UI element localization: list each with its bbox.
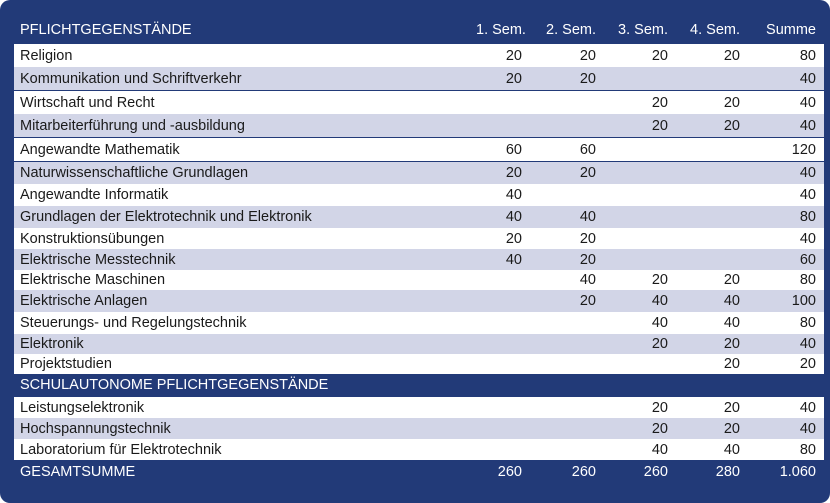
table-row bbox=[14, 354, 824, 374]
sem4-value: 40 bbox=[723, 441, 740, 458]
subject-name: Konstruktionsübungen bbox=[20, 230, 165, 247]
sem2-value: 40 bbox=[579, 209, 596, 225]
autonomous-header-row bbox=[14, 374, 824, 396]
sem2-value: 40 bbox=[579, 272, 596, 288]
subject-name: Elektrische Messtechnik bbox=[20, 251, 176, 268]
sum-value: 40 bbox=[799, 117, 816, 134]
total-row bbox=[14, 461, 824, 483]
table-row bbox=[14, 439, 824, 460]
total-sum: 1.060 bbox=[779, 464, 816, 480]
subject-name: Grundlagen der Elektrotechnik und Elektronik bbox=[20, 209, 312, 225]
subject-name: Elektrische Maschinen bbox=[20, 272, 166, 288]
sum-value: 80 bbox=[799, 272, 816, 288]
sem4-value: 20 bbox=[723, 420, 740, 437]
sem3-value: 20 bbox=[651, 272, 668, 288]
sem1-value: 20 bbox=[505, 47, 522, 64]
table-row bbox=[14, 270, 824, 290]
sem4-value: 20 bbox=[723, 94, 740, 111]
sem1-value: 60 bbox=[505, 141, 522, 158]
sem4-value: 40 bbox=[723, 315, 740, 331]
total-sem3: 260 bbox=[643, 464, 668, 480]
sem4-value: 20 bbox=[723, 47, 740, 64]
subject-name: Wirtschaft und Recht bbox=[20, 94, 155, 111]
subject-name: Mitarbeiterführung und -ausbildung bbox=[20, 117, 245, 134]
table-row bbox=[14, 249, 824, 270]
sem4-value: 20 bbox=[723, 117, 740, 134]
table-row bbox=[14, 138, 824, 161]
subject-name: Laboratorium für Elektrotechnik bbox=[20, 441, 222, 458]
sem3-value: 20 bbox=[651, 336, 668, 352]
sem1-value: 20 bbox=[505, 165, 522, 181]
header-sem2: 2. Sem. bbox=[546, 22, 596, 38]
table-row bbox=[14, 312, 824, 334]
sem2-value: 20 bbox=[579, 230, 596, 247]
header-sem4: 4. Sem. bbox=[690, 22, 740, 38]
sem3-value: 20 bbox=[651, 399, 668, 416]
sem2-value: 20 bbox=[579, 47, 596, 64]
table-row bbox=[14, 114, 824, 137]
sem3-value: 40 bbox=[651, 441, 668, 458]
sem4-value: 20 bbox=[723, 272, 740, 288]
sum-value: 40 bbox=[799, 165, 816, 181]
subject-name: Angewandte Mathematik bbox=[20, 141, 180, 158]
sum-value: 40 bbox=[799, 94, 816, 111]
sum-value: 40 bbox=[799, 336, 816, 352]
subject-name: Projektstudien bbox=[20, 356, 112, 372]
sum-value: 100 bbox=[791, 293, 816, 309]
sem2-value: 20 bbox=[579, 165, 596, 181]
sem1-value: 40 bbox=[505, 209, 522, 225]
sum-value: 80 bbox=[799, 315, 816, 331]
sum-value: 40 bbox=[799, 399, 816, 416]
sum-value: 120 bbox=[791, 141, 816, 158]
table-row bbox=[14, 91, 824, 114]
table-row bbox=[14, 44, 824, 67]
sum-value: 80 bbox=[799, 47, 816, 64]
sem4-value: 20 bbox=[723, 399, 740, 416]
table-row bbox=[14, 334, 824, 354]
table-row bbox=[14, 67, 824, 90]
sum-value: 40 bbox=[799, 230, 816, 247]
table-row bbox=[14, 162, 824, 184]
sem2-value: 20 bbox=[579, 293, 596, 309]
sem3-value: 20 bbox=[651, 47, 668, 64]
sem4-value: 20 bbox=[723, 336, 740, 352]
table-row bbox=[14, 290, 824, 312]
subject-name: Religion bbox=[20, 47, 73, 64]
sem2-value: 20 bbox=[579, 70, 596, 87]
sum-value: 60 bbox=[799, 251, 816, 268]
subject-name: Kommunikation und Schriftverkehr bbox=[20, 70, 242, 87]
sem4-value: 40 bbox=[723, 293, 740, 309]
total-sem1: 260 bbox=[497, 464, 522, 480]
total-sem4: 280 bbox=[715, 464, 740, 480]
sem4-value: 20 bbox=[723, 356, 740, 372]
table-row bbox=[14, 418, 824, 439]
table-row bbox=[14, 397, 824, 418]
sem3-value: 20 bbox=[651, 94, 668, 111]
sem1-value: 20 bbox=[505, 230, 522, 247]
section-title: PFLICHTGEGENSTÄNDE bbox=[20, 22, 192, 38]
subject-name: Hochspannungstechnik bbox=[20, 420, 171, 437]
table-row bbox=[14, 184, 824, 206]
header-sum: Summe bbox=[766, 22, 816, 38]
table-row bbox=[14, 206, 824, 228]
sem1-value: 40 bbox=[505, 251, 522, 268]
subject-name: Angewandte Informatik bbox=[20, 187, 169, 203]
sem2-value: 60 bbox=[579, 141, 596, 158]
subject-name: Naturwissenschaftliche Grundlagen bbox=[20, 165, 249, 181]
sem3-value: 40 bbox=[651, 293, 668, 309]
sum-value: 80 bbox=[799, 441, 816, 458]
sum-value: 40 bbox=[799, 187, 816, 203]
subject-name: Elektrische Anlagen bbox=[20, 293, 148, 309]
sem1-value: 20 bbox=[505, 70, 522, 87]
sum-value: 20 bbox=[799, 356, 816, 372]
table-header-row bbox=[14, 18, 824, 42]
sum-value: 40 bbox=[799, 420, 816, 437]
autonomous-section-title: SCHULAUTONOME PFLICHTGEGENSTÄNDE bbox=[20, 377, 329, 393]
sum-value: 80 bbox=[799, 209, 816, 225]
sem3-value: 40 bbox=[651, 315, 668, 331]
sum-value: 40 bbox=[799, 70, 816, 87]
subject-name: Elektronik bbox=[20, 336, 84, 352]
subject-name: Steuerungs- und Regelungstechnik bbox=[20, 315, 247, 331]
subject-name: Leistungselektronik bbox=[20, 399, 145, 416]
sem3-value: 20 bbox=[651, 117, 668, 134]
header-sem1: 1. Sem. bbox=[476, 22, 526, 38]
table-row bbox=[14, 228, 824, 249]
sem3-value: 20 bbox=[651, 420, 668, 437]
total-sem2: 260 bbox=[571, 464, 596, 480]
sem2-value: 20 bbox=[579, 251, 596, 268]
sem1-value: 40 bbox=[505, 187, 522, 203]
header-sem3: 3. Sem. bbox=[618, 22, 668, 38]
total-label: GESAMTSUMME bbox=[20, 464, 136, 480]
